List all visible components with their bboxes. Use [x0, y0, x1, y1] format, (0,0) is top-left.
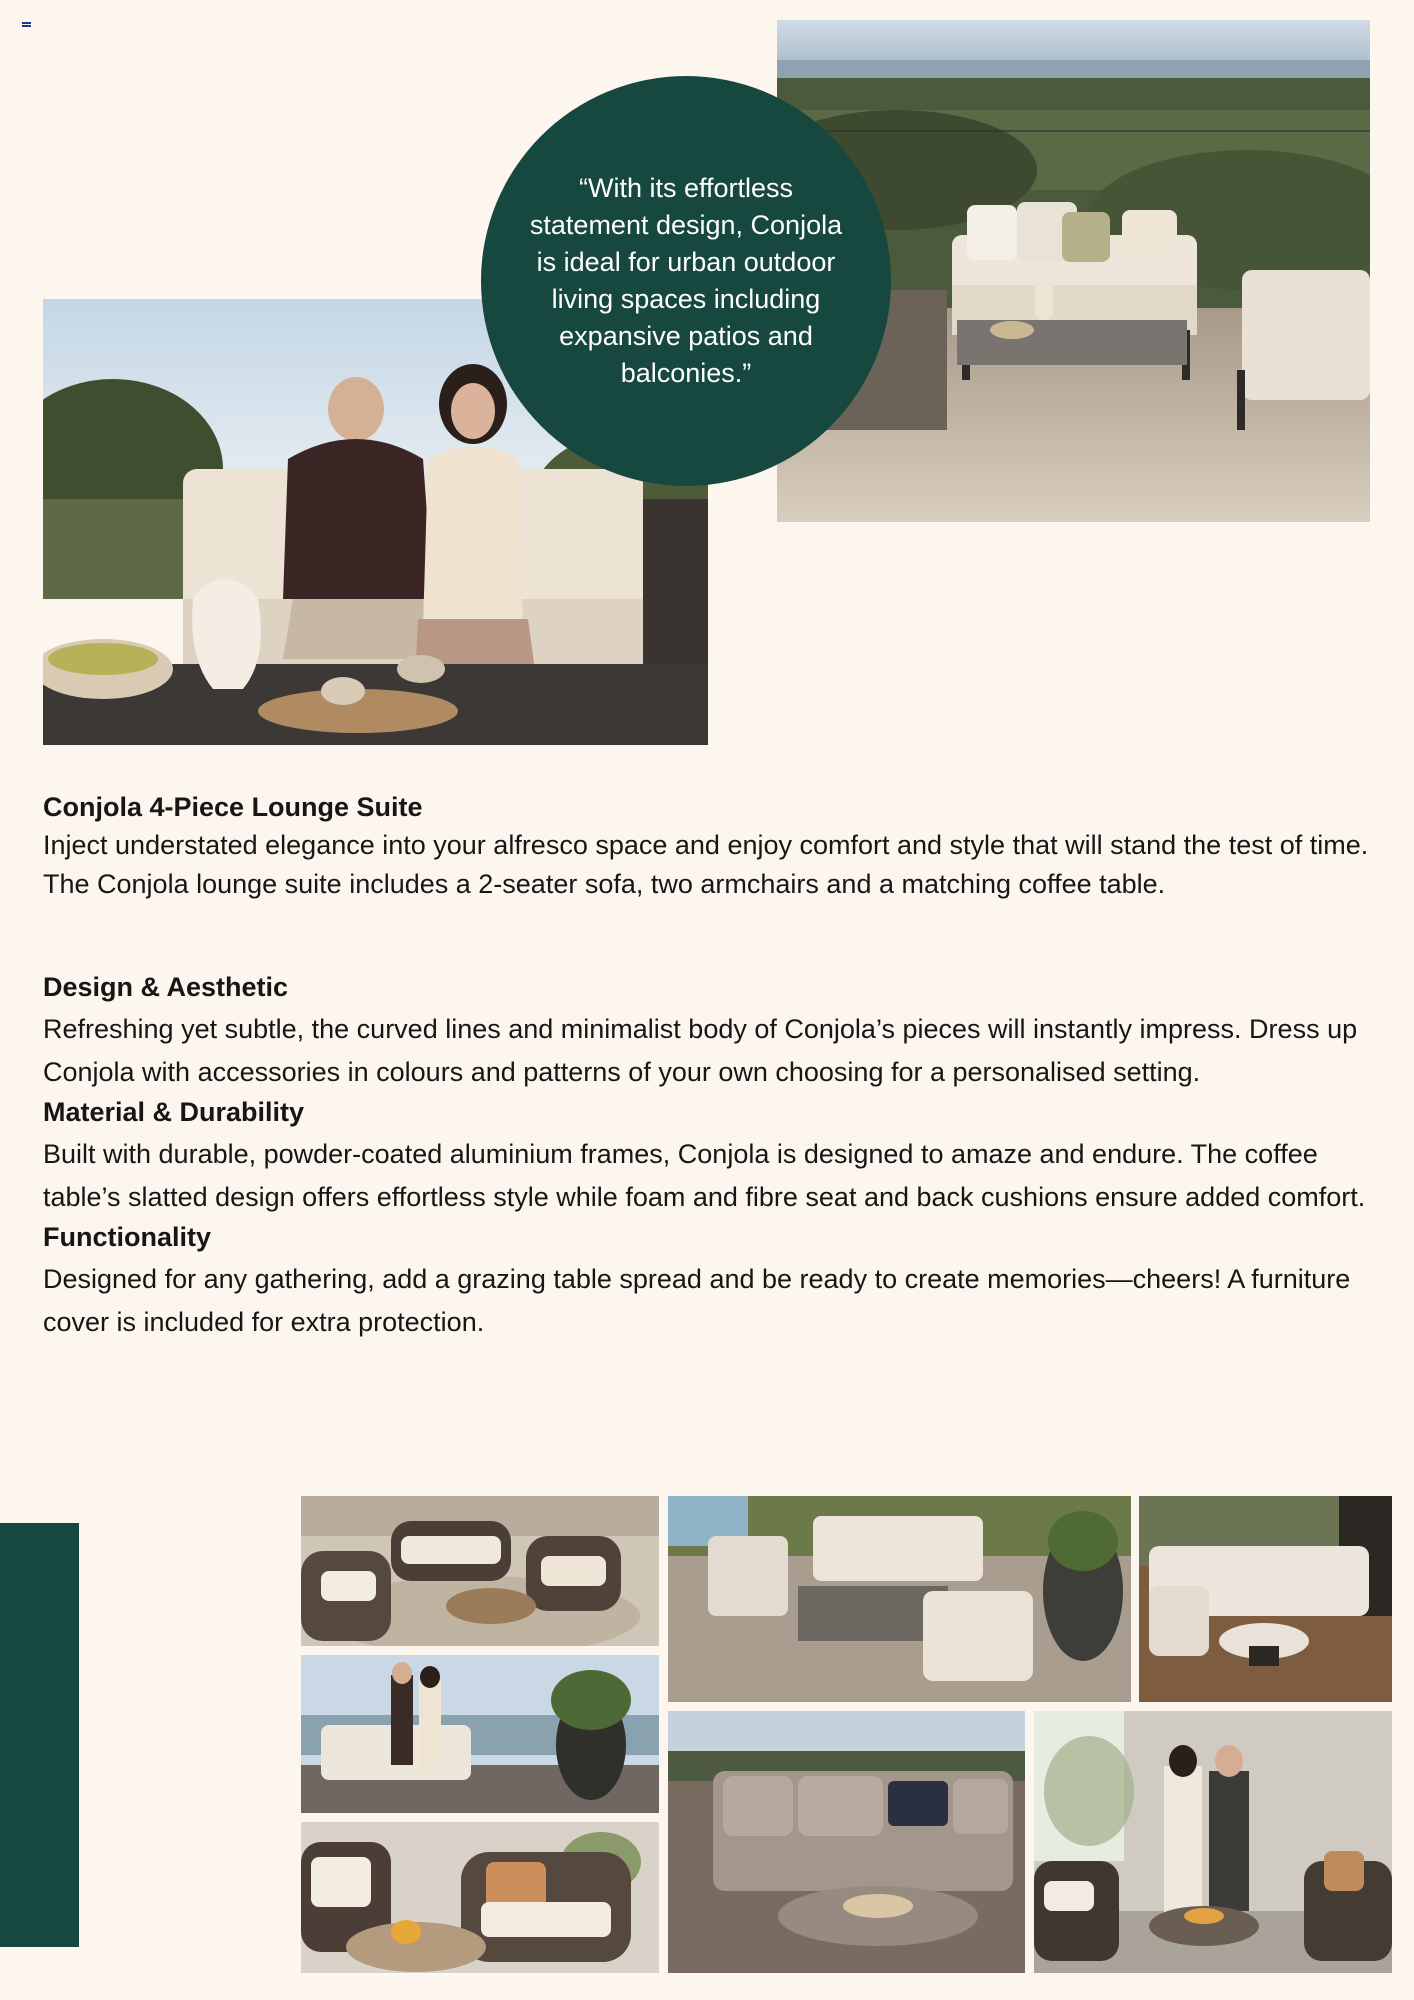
gallery-photo-corner-sofa — [1139, 1496, 1392, 1702]
intro-section — [43, 790, 1373, 904]
functionality-heading: Functionality — [43, 1222, 211, 1252]
gallery-photo-deck-setting — [668, 1496, 1131, 1702]
material-heading: Material & Durability — [43, 1097, 305, 1127]
quote-text: “With its effortless statement design, Conjola is ideal for urban outdoor living spaces including expansive patios and balconies.” — [529, 173, 843, 388]
functionality-section — [43, 1220, 1373, 1343]
intro-text: Inject understated elegance into your alfresco space and enjoy comfort and style that will stand the test of time. The Conjola lounge suite includes a 2-seater sofa, two armchairs and a matching coffee table. — [43, 830, 1369, 899]
quote-circle — [481, 76, 891, 486]
functionality-text: Designed for any gathering, add a grazing table spread and be ready to create memories—cheers! A furniture cover is included for extra protection. — [43, 1264, 1351, 1337]
gallery-photo-wicker-lounge — [301, 1496, 659, 1646]
design-heading: Design & Aesthetic — [43, 972, 289, 1002]
design-text: Refreshing yet subtle, the curved lines and minimalist body of Conjola’s pieces will instantly impress. Dress up Conjola with accessories in colours and patterns of your own choosing for a personalised setting. — [43, 1014, 1358, 1087]
hamburger-icon[interactable] — [22, 22, 31, 29]
accent-bar — [0, 1523, 79, 1947]
design-section — [43, 970, 1373, 1093]
material-text: Built with durable, powder-coated aluminium frames, Conjola is designed to amaze and endure. The coffee table’s slatted design offers effortless style while foam and fibre seat and back cushions ensure added comfort. — [43, 1139, 1366, 1212]
material-section — [43, 1095, 1373, 1218]
product-title: Conjola 4-Piece Lounge Suite — [43, 792, 423, 822]
details-section — [43, 970, 1373, 1343]
gallery-photo-grey-sofa — [668, 1711, 1025, 1973]
gallery-photo-wicker-armchairs — [301, 1822, 659, 1973]
gallery-photo-couple-patio — [1034, 1711, 1392, 1973]
gallery-photo-couple-standing — [301, 1655, 659, 1813]
